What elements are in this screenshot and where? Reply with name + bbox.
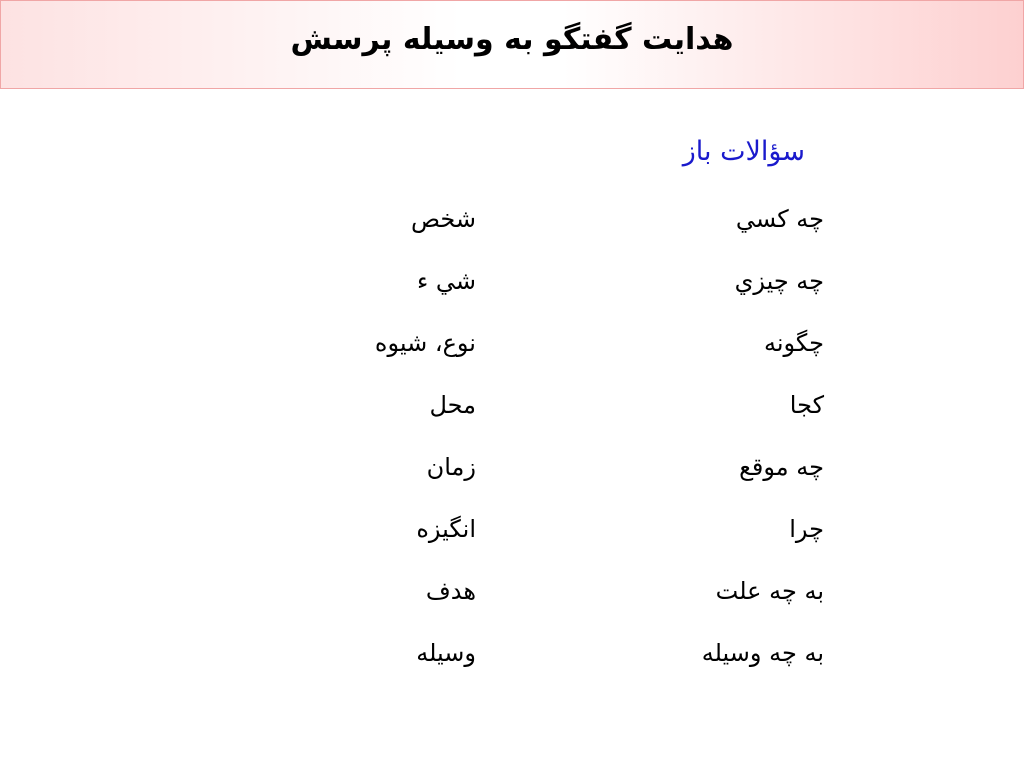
meaning-text: شخص: [410, 205, 476, 233]
question-text: به چه علت: [715, 577, 824, 605]
meaning-text: محل: [429, 391, 476, 419]
meaning-text: وسيله: [416, 639, 476, 667]
question-list: [0, 205, 1024, 701]
list-item: [0, 515, 1024, 577]
meaning-text: انگيزه: [416, 515, 476, 543]
question-text: به چه وسيله: [701, 639, 824, 667]
question-text: چه چيزي: [734, 267, 824, 295]
meaning-text: زمان: [426, 453, 476, 481]
question-text: چه موقع: [739, 453, 824, 481]
list-item: [0, 453, 1024, 515]
meaning-text: شي ء: [416, 267, 476, 295]
subheading: سؤالات باز: [682, 136, 805, 167]
list-item: [0, 639, 1024, 701]
meaning-text: نوع، شيوه: [374, 329, 476, 357]
question-text: چه كسي: [735, 205, 824, 233]
list-item: [0, 329, 1024, 391]
list-item: [0, 205, 1024, 267]
question-text: كجا: [789, 391, 824, 419]
question-text: چرا: [789, 515, 824, 543]
question-text: چگونه: [763, 329, 824, 357]
list-item: [0, 267, 1024, 329]
slide-title: هدايت گفتگو به وسيله پرسش: [290, 22, 734, 57]
meaning-text: هدف: [425, 577, 476, 605]
list-item: [0, 577, 1024, 639]
list-item: [0, 391, 1024, 453]
